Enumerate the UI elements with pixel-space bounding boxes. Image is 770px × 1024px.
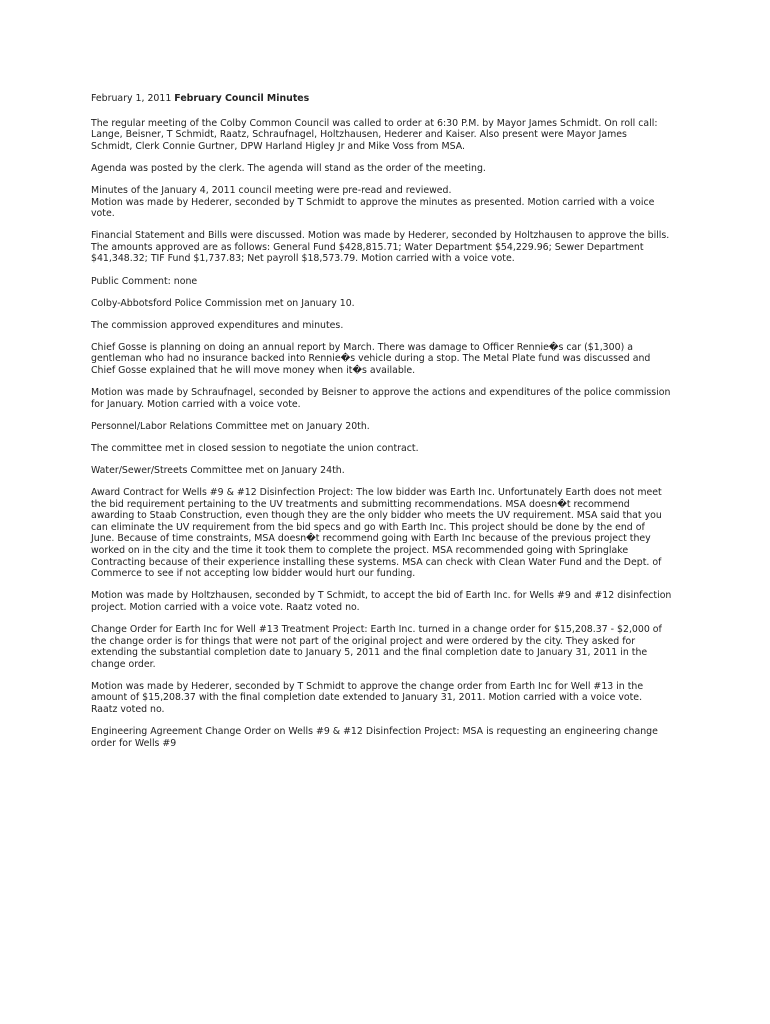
text-line: The committee met in closed session to negotiate the union contract. bbox=[91, 442, 419, 454]
minutes-paragraph bbox=[91, 726, 691, 749]
minutes-paragraph bbox=[91, 487, 691, 580]
text-line: gentleman who had no insurance backed into Rennie�s vehicle during a stop. The Metal Plate fund was discussed and bbox=[91, 353, 651, 365]
text-line: Chief Gosse is planning on doing an annual report by March. There was damage to Officer Rennie�s car ($1,300) a bbox=[91, 341, 633, 353]
text-line: Motion was made by Holtzhausen, seconded by T Schmidt, to accept the bid of Earth Inc. for Wells #9 and #12 disinfection bbox=[91, 590, 672, 602]
minutes-paragraph bbox=[91, 163, 691, 175]
text-line: Agenda was posted by the clerk. The agenda will stand as the order of the meeting. bbox=[91, 162, 486, 174]
text-line: Raatz voted no. bbox=[91, 704, 165, 716]
text-line: Award Contract for Wells #9 & #12 Disinfection Project: The low bidder was Earth Inc. Unfortunately Earth does not meet bbox=[91, 487, 662, 499]
text-line: $41,348.32; TIF Fund $1,737.83; Net payroll $18,573.79. Motion carried with a voice vote. bbox=[91, 253, 515, 265]
text-line: Schmidt, Clerk Connie Gurtner, DPW Harland Higley Jr and Mike Voss from MSA. bbox=[91, 140, 465, 152]
minutes-paragraph bbox=[91, 320, 691, 332]
text-line: Contracting because of their experience installing these systems. MSA can check with Clean Water Fund and the Dept. of bbox=[91, 556, 662, 568]
text-line: vote. bbox=[91, 208, 115, 220]
text-line: for January. Motion carried with a voice vote. bbox=[91, 398, 301, 410]
text-line: Engineering Agreement Change Order on Wells #9 & #12 Disinfection Project: MSA is requesting an engineering change bbox=[91, 726, 658, 738]
minutes-paragraph bbox=[91, 681, 691, 716]
minutes-paragraph bbox=[91, 590, 691, 613]
text-line: Public Comment: none bbox=[91, 275, 198, 287]
minutes-paragraph bbox=[91, 185, 691, 220]
minutes-paragraph bbox=[91, 387, 691, 410]
text-line: Chief Gosse explained that he will move money when it�s available. bbox=[91, 365, 416, 376]
text-line: Water/Sewer/Streets Committee met on January 24th. bbox=[91, 464, 345, 476]
text-line: change order. bbox=[91, 658, 156, 670]
minutes-paragraph bbox=[91, 465, 691, 477]
text-line: project. Motion carried with a voice vote. Raatz voted no. bbox=[91, 601, 360, 613]
text-line: amount of $15,208.37 with the final completion date extended to January 31, 2011. Motion carried with a voice vote. bbox=[91, 692, 643, 704]
text-line: awarding to Staab Construction, even though they are the only bidder who meets the UV requirement. MSA said that you bbox=[91, 510, 662, 522]
document-title: February Council Minutes bbox=[174, 93, 310, 104]
text-line: extending the substantial completion date to January 5, 2011 and the final completion date to January 31, 2011 in the bbox=[91, 647, 648, 659]
meeting-date: February 1, 2011 bbox=[91, 93, 172, 104]
minutes-paragraph bbox=[91, 421, 691, 433]
text-line: The regular meeting of the Colby Common Council was called to order at 6:30 P.M. by Mayor James Schmidt. On roll call: bbox=[91, 117, 658, 129]
minutes-paragraph bbox=[91, 298, 691, 310]
text-line: Colby-Abbotsford Police Commission met on January 10. bbox=[91, 297, 355, 309]
minutes-paragraph bbox=[91, 118, 691, 153]
text-line: June. Because of time constraints, MSA doesn�t recommend going with Earth Inc because of the previous project they bbox=[91, 533, 651, 545]
text-line: Commerce to see if not accepting low bidder would hurt our funding. bbox=[91, 568, 416, 580]
minutes-body bbox=[91, 118, 691, 750]
text-line: Financial Statement and Bills were discussed. Motion was made by Hederer, seconded by Holtzhausen to approve the bills. bbox=[91, 230, 670, 242]
text-line: Motion was made by Hederer, seconded by T Schmidt to approve the change order from Earth Inc for Well #13 in the bbox=[91, 680, 644, 692]
text-line: the bid requirement pertaining to the UV treatments and submitting recommendations. MSA doesn�t recommend bbox=[91, 498, 630, 510]
document-page bbox=[91, 93, 691, 760]
minutes-paragraph bbox=[91, 276, 691, 288]
text-line: Minutes of the January 4, 2011 council meeting were pre-read and reviewed. bbox=[91, 184, 452, 196]
minutes-paragraph bbox=[91, 624, 691, 670]
text-line: Personnel/Labor Relations Committee met on January 20th. bbox=[91, 420, 370, 432]
text-line: worked on in the city and the time it took them to complete the project. MSA recommended going with Springlake bbox=[91, 545, 629, 557]
minutes-paragraph bbox=[91, 230, 691, 265]
text-line: order for Wells #9 bbox=[91, 737, 177, 749]
minutes-paragraph bbox=[91, 342, 691, 377]
document-header bbox=[91, 93, 691, 105]
text-line: Motion was made by Schraufnagel, seconded by Beisner to approve the actions and expenditures of the police commission bbox=[91, 387, 671, 399]
text-line: the change order is for things that were not part of the original project and were ordered by the city. They asked for bbox=[91, 635, 636, 647]
text-line: The commission approved expenditures and minutes. bbox=[91, 319, 344, 331]
text-line: The amounts approved are as follows: General Fund $428,815.71; Water Department $54,229.96; Sewer Department bbox=[91, 241, 644, 253]
text-line: can eliminate the UV requirement from the bid specs and go with Earth Inc. This project should be done by the end of bbox=[91, 521, 645, 533]
minutes-paragraph bbox=[91, 443, 691, 455]
text-line: Motion was made by Hederer, seconded by T Schmidt to approve the minutes as presented. Motion carried with a voice bbox=[91, 196, 655, 208]
text-line: Change Order for Earth Inc for Well #13 Treatment Project: Earth Inc. turned in a change order for $15,208.37 - $2,000 of bbox=[91, 624, 662, 635]
text-line: Lange, Beisner, T Schmidt, Raatz, Schraufnagel, Holtzhausen, Hederer and Kaiser. Also present were Mayor James bbox=[91, 129, 627, 141]
